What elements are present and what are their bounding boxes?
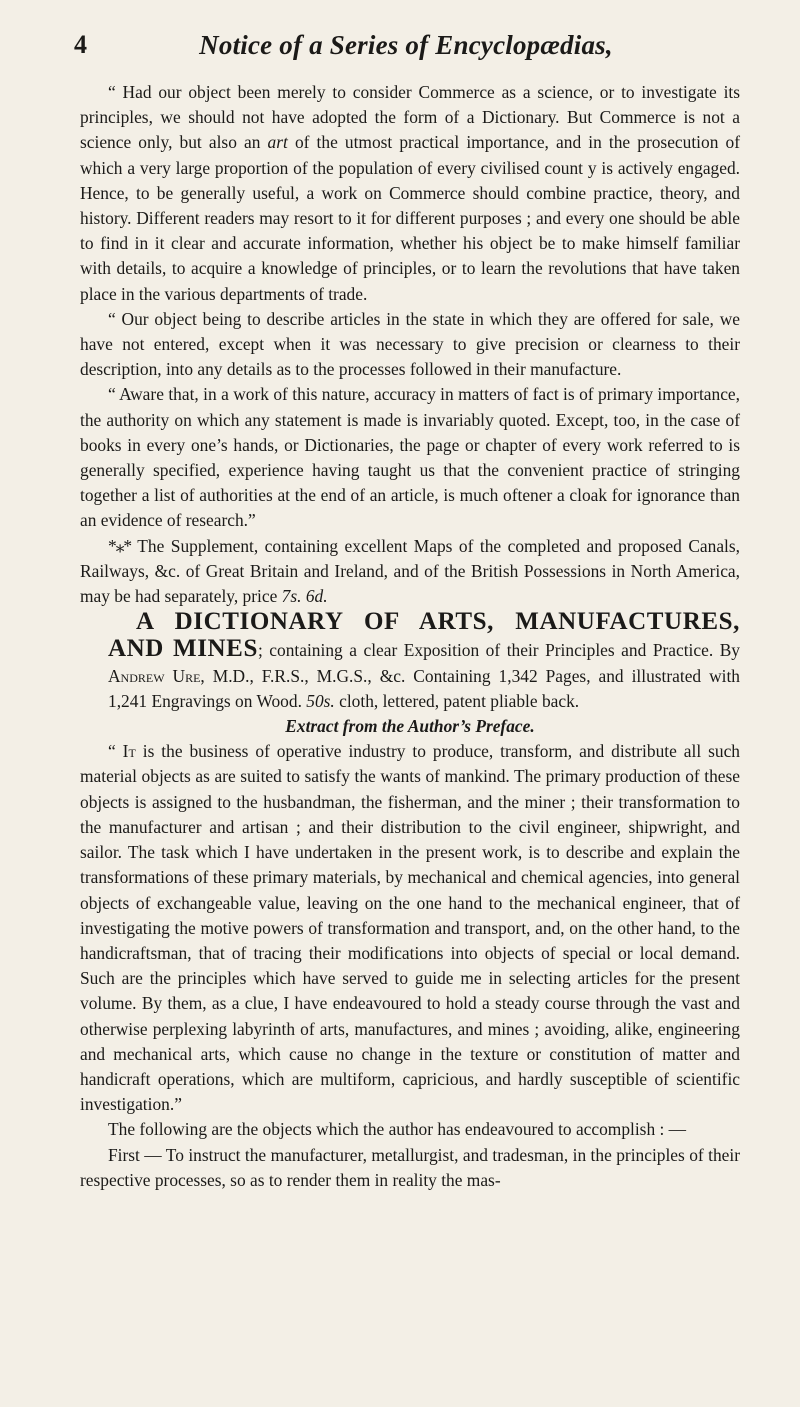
quote-paragraph-2: “ Our object being to describe articles in the state in which they are offered for sale, we have not entered, except when it was necessary to give precision or clearness to their description, into any details as to the processes followed in their manufacture. bbox=[80, 308, 740, 380]
quote-paragraph-1-text-a: “ Had our object been merely to consider Commerce as a science, or to investigate its principles, we should not have adopted the form of a Dictionary. But Commerce is not a science only, but also an bbox=[80, 82, 740, 153]
dictionary-entry-author: Andrew Ure bbox=[108, 665, 201, 686]
objects-intro: The following are the objects which the author has endeavoured to accomplish : — bbox=[108, 1119, 687, 1140]
running-head bbox=[66, 30, 746, 64]
preface-paragraph-1 bbox=[80, 739, 740, 1117]
preface-paragraph-1-text: is the business of operative industry to produce, transform, and distribute all such material objects as are suited to satisfy the wants of mankind. The primary production of these objects is assigned to the husbandman, the fisherman, and the miner ; their transformation to the manufacturer and artisan ; and their distribution to the civil engineer, shipwright, and sailor. The task which I have undertaken in the present work, is to describe and explain the transformations of these primary materials, by mechanical and chemical agencies, into general objects of exchangeable value, leaving on the one hand to the mechanical engineer, that of investigating the motive powers of transformation and transport, and, on the other hand, to the handicraftsman, that of tracing their modifications into objects of special or local demand. Such are the principles which have served to guide me in selecting articles for the present volume. By them, as a clue, I have endeavoured to hold a steady course through the vast and otherwise perplexing labyrinth of arts, manufactures, and mines ; avoiding, alike, engineering and mechanical arts, which cause no change in the texture or constitution of matter and handicraft operations, which are multiform, capricious, and hardly susceptible of scientific investigation.” bbox=[80, 741, 740, 1115]
page-number: 4 bbox=[74, 30, 87, 59]
supplement-text: The Supplement, containing excellent Maps of the completed and proposed Canals, Railways, &c. of Great Britain and Ireland, and of the British Possessions in North America, may be had separately, price bbox=[80, 535, 740, 607]
body-text bbox=[80, 80, 740, 1193]
extract-title: Extract from the Author’s Preface. bbox=[285, 716, 535, 737]
dictionary-entry-heading bbox=[80, 609, 740, 714]
running-title: Notice of a Series of Encyclopædias, bbox=[199, 30, 613, 60]
quote-paragraph-1 bbox=[80, 80, 740, 307]
dictionary-entry-title: A DICTIONARY OF ARTS, MANUFACTURES, AND MINES bbox=[108, 608, 740, 663]
supplement-note bbox=[80, 534, 740, 610]
dictionary-entry-text-b: , M.D., F.R.S., M.G.S., &c. Containing 1,342 Pages, and illustrated with 1,241 Engravings on Wood. bbox=[108, 665, 741, 711]
dictionary-entry-price: 50s. bbox=[306, 690, 335, 711]
supplement-price-pence: 6d. bbox=[305, 586, 328, 607]
preface-first-word: It bbox=[122, 741, 136, 762]
preface-open-quote: “ bbox=[108, 741, 123, 762]
quote-paragraph-3: “ Aware that, in a work of this nature, accuracy in matters of fact is of primary importance, the authority on which any statement is made is invariably quoted. Except, too, in the case of books in every one’s hands, or Dictionaries, the page or chapter of every work referred to is generally specified, experience having taught us that the convenient practice of stringing together a list of authorities at the end of an article, is much oftener a cloak for ignorance than an evidence of research.” bbox=[80, 384, 740, 531]
quote-paragraph-1-emphasis: art bbox=[267, 132, 288, 153]
objects-first: First — To instruct the manufacturer, metallurgist, and tradesman, in the principles of their respective processes, so as to render them in reality the mas- bbox=[80, 1144, 740, 1190]
dictionary-entry-text-c: cloth, lettered, patent pliable back. bbox=[334, 690, 580, 711]
asterism-mark: *⁎* bbox=[108, 535, 132, 556]
supplement-price-shillings: 7s. bbox=[281, 586, 302, 607]
dictionary-entry-text-a: ; containing a clear Exposition of their Principles and Practice. By bbox=[257, 640, 740, 661]
quote-paragraph-1-text-b: of the utmost practical importance, and in the prosecution of which a very large proportion of the population of every civilised count y is actively engaged. Hence, to be generally useful, a work on Commerce should combine practice, theory, and history. Different readers may resort to it for different purposes ; and every one should be able to find in it clear and accurate information, whether his object be to make himself familiar with details, to acquire a knowledge of principles, or to learn the revolutions that have taken place in the various departments of trade. bbox=[80, 132, 740, 304]
